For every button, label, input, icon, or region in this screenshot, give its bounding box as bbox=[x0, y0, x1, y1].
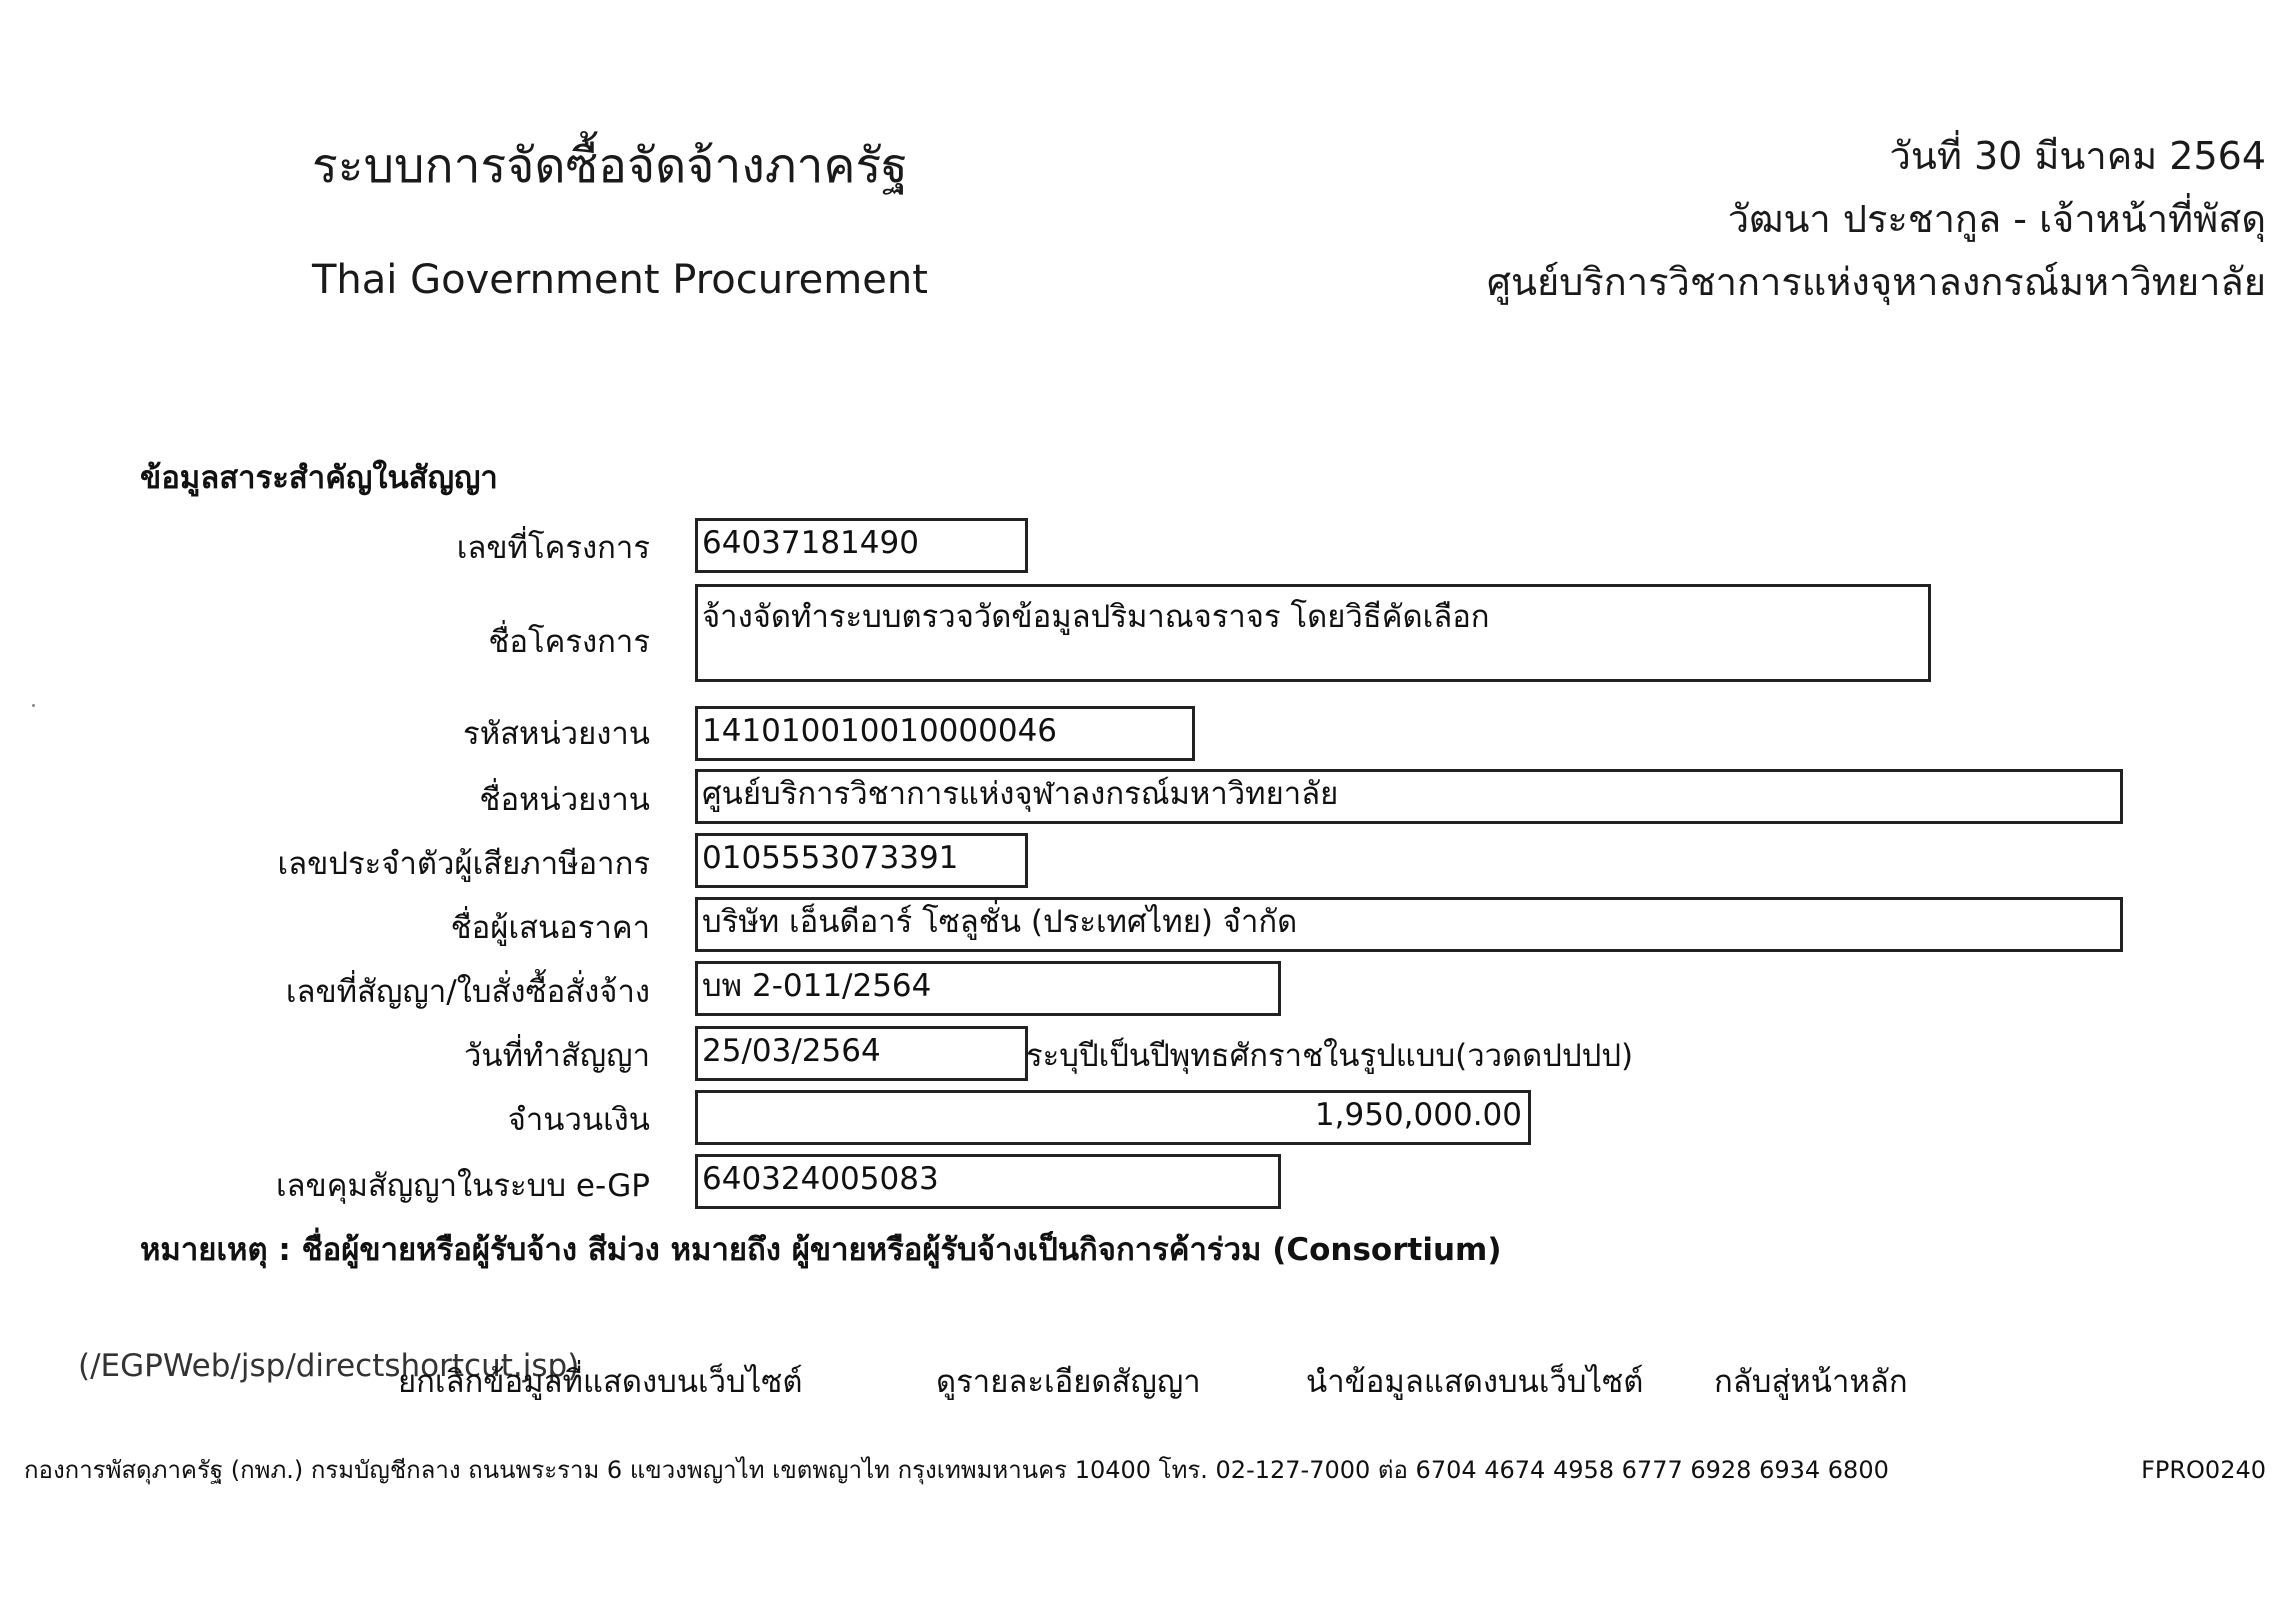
header-organization: ศูนย์บริการวิชาการแห่งจุหาลงกรณ์มหาวิทยาลัย bbox=[1486, 260, 2266, 304]
note-prefix: หมายเหตุ : ชื่อผู้ขายหรือผู้รับจ้าง bbox=[140, 1232, 588, 1268]
scan-dot bbox=[32, 704, 35, 707]
contract-no-field[interactable]: บพ 2-011/2564 bbox=[695, 961, 1281, 1016]
consortium-note bbox=[140, 1228, 1502, 1272]
amount-field[interactable]: 1,950,000.00 bbox=[695, 1090, 1531, 1145]
amount-label: จำนวนเงิน bbox=[507, 1102, 650, 1138]
section-title: ข้อมูลสาระสำคัญในสัญญา bbox=[140, 460, 498, 496]
project-no-label: เลขที่โครงการ bbox=[456, 530, 650, 566]
contract-date-field[interactable]: 25/03/2564 bbox=[695, 1026, 1028, 1081]
agency-name-field[interactable]: ศูนย์บริการวิชาการแห่งจุฬาลงกรณ์มหาวิทยาลัย bbox=[695, 769, 2123, 824]
contract-date-label: วันที่ทำสัญญา bbox=[463, 1038, 650, 1074]
egp-no-label: เลขคุมสัญญาในระบบ e-GP bbox=[275, 1168, 650, 1204]
footer-form-code: FPRO0240 bbox=[2141, 1456, 2266, 1484]
egp-no-field[interactable]: 640324005083 bbox=[695, 1154, 1281, 1209]
tax-id-label: เลขประจำตัวผู้เสียภาษีอากร bbox=[277, 846, 650, 882]
footer-address: กองการพัสดุภาครัฐ (กพภ.) กรมบัญชีกลาง ถนนพระราม 6 แขวงพญาไท เขตพญาไท กรุงเทพมหานคร 10400 โทร. 02-127-7000 ต่อ 6704 4674 4958 6777 6928 6934 6800 bbox=[24, 1456, 1889, 1484]
contract-no-label: เลขที่สัญญา/ใบสั่งซื้อสั่งจ้าง bbox=[285, 974, 650, 1010]
publish-link[interactable]: นำข้อมูลแสดงบนเว็บไซต์ bbox=[1306, 1364, 1644, 1400]
tax-id-field[interactable]: 0105553073391 bbox=[695, 833, 1028, 888]
agency-name-label: ชื่อหน่วยงาน bbox=[479, 782, 650, 818]
project-name-field[interactable]: จ้างจัดทำระบบตรวจวัดข้อมูลปริมาณจราจร โดยวิธีคัดเลือก bbox=[695, 584, 1931, 682]
agency-code-label: รหัสหน่วยงาน bbox=[463, 716, 650, 752]
cancel-publish-link[interactable]: ยกเลิกข้อมูลที่แสดงบนเว็บไซต์ bbox=[398, 1364, 803, 1400]
shortcut-url-text: (/EGPWeb/jsp/directshortcut.jsp) bbox=[78, 1348, 580, 1384]
contract-date-hint: ระบุปีเป็นปีพุทธศักราชในรูปแบบ(ววดดปปปป) bbox=[1026, 1038, 1634, 1074]
project-name-label: ชื่อโครงการ bbox=[488, 624, 650, 660]
agency-code-field[interactable]: 141010010010000046 bbox=[695, 706, 1195, 761]
bidder-name-field[interactable]: บริษัท เอ็นดีอาร์ โซลูชั่น (ประเทศไทย) จำกัด bbox=[695, 897, 2123, 952]
view-contract-link[interactable]: ดูรายละเอียดสัญญา bbox=[936, 1364, 1201, 1400]
header-user: วัฒนา ประชากูล - เจ้าหน้าที่พัสดุ bbox=[1727, 197, 2266, 241]
project-no-field[interactable]: 64037181490 bbox=[695, 518, 1028, 573]
bidder-name-label: ชื่อผู้เสนอราคา bbox=[450, 910, 650, 946]
home-link[interactable]: กลับสู่หน้าหลัก bbox=[1714, 1364, 1908, 1400]
note-highlight: สีม่วง bbox=[587, 1232, 660, 1268]
header-date: วันที่ 30 มีนาคม 2564 bbox=[1889, 134, 2266, 178]
note-suffix: หมายถึง ผู้ขายหรือผู้รับจ้างเป็นกิจการค้าร่วม (Consortium) bbox=[659, 1232, 1502, 1268]
system-title-en: Thai Government Procurement bbox=[312, 257, 928, 303]
system-title-th: ระบบการจัดซื้อจัดจ้างภาครัฐ bbox=[312, 138, 908, 194]
